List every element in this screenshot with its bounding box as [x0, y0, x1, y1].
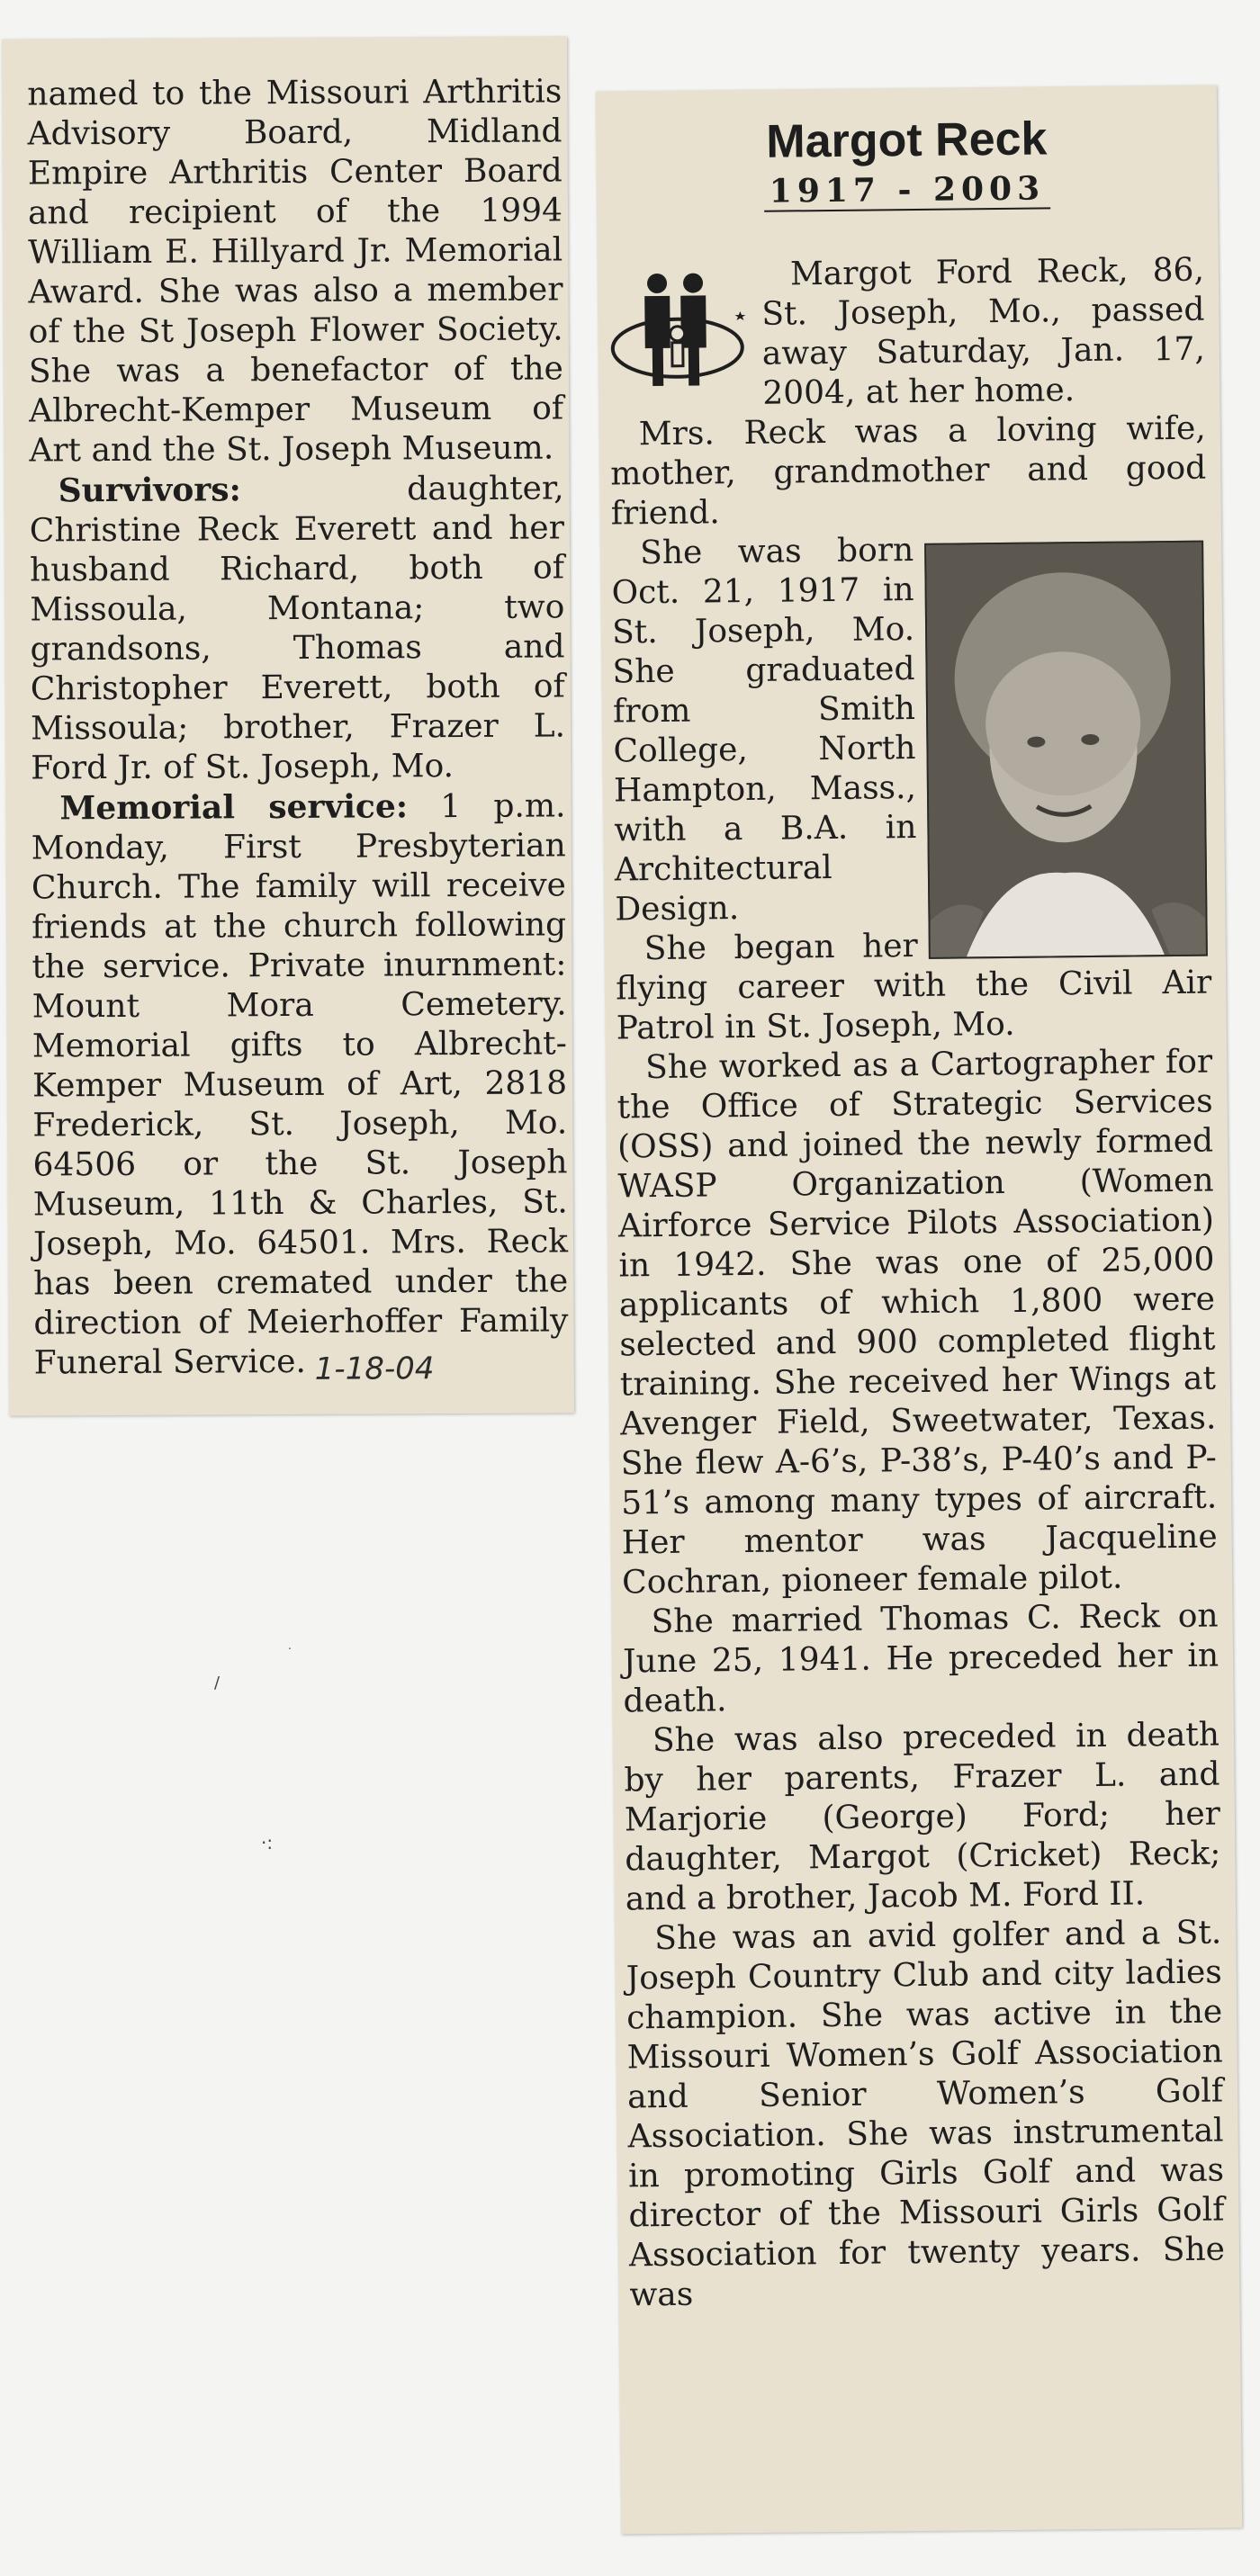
portrait-image	[926, 543, 1206, 957]
obituary-clipping-main	[596, 85, 1242, 2534]
survivors-paragraph	[30, 468, 566, 788]
right-paragraph-4: She began her flying career with the Civil Air Patrol in St. Joseph, Mo.	[616, 927, 1212, 1047]
right-paragraph-2: Mrs. Reck was a loving wife, mother, grandmother and good friend.	[610, 409, 1207, 533]
right-paragraph-7: She was also preceded in death by her parents, Frazer L. and Marjorie (George) Ford; her daughter, Margot (Cricket) Reck; and a brother, Jacob M. Ford II.	[624, 1716, 1221, 1918]
left-text-column	[27, 72, 569, 1383]
right-paragraph-8: She was an avid golfer and a St. Joseph Country Club and city ladies champion. She was active in the Missouri Women’s Golf Association and Senior Women’s Golf Association. She was instrumental in promoting Girls Golf and was director of the Missouri Girls Golf Association for twenty years. She was	[626, 1914, 1226, 2314]
handwritten-date: 1-18-04	[314, 1351, 435, 1387]
scan-speck: .	[288, 1639, 292, 1652]
family-emblem-icon	[601, 256, 754, 408]
right-paragraph-6: She married Thomas C. Reck on June 25, 1941. He preceded her in death.	[622, 1597, 1220, 1720]
left-paragraph-1: named to the Missouri Arthritis Advisory Board, Midland Empire Arthritis Center Board and recipient of the 1994 William E. Hillyard Jr. Memorial Award. She was also a member of the St Joseph Flower Society. She was a benefactor of the Albrecht-Kemper Museum of Art and the St. Joseph Museum.	[27, 73, 564, 470]
right-paragraph-3: She was born Oct. 21, 1917 in St. Joseph, Mo. She graduated from Smith College, North Hampton, Mass., with a B.A. in Architectural Design.	[611, 532, 917, 929]
obituary-clipping-continuation	[2, 36, 574, 1415]
scan-speck: ·:	[261, 1832, 274, 1853]
obituary-name: Margot Reck	[766, 112, 1048, 168]
obituary-dates: 1917 - 2003	[764, 169, 1051, 211]
right-paragraph-1: Margot Ford Reck, 86, St. Joseph, Mo., passed away Saturday, Jan. 17, 2004, at her home.	[761, 251, 1206, 412]
memorial-paragraph	[31, 785, 568, 1383]
memorial-label: Memorial service:	[59, 787, 409, 828]
right-paragraph-5: She worked as a Cartographer for the Office of Strategic Services (OSS) and joined the newly formed WASP Organization (Women Airforce Service Pilots Association) in 1942. She was one of 25,000 applicants of which 1,800 were selected and 900 completed flight training. She received her Wings at Avenger Field, Sweetwater, Texas. She flew A-6’s, P-38’s, P-40’s and P-51’s among many types of aircraft. Her mentor was Jacqueline Cochran, pioneer female pilot.	[616, 1043, 1218, 1602]
scan-speck: /	[214, 1674, 220, 1692]
right-text-column	[608, 251, 1226, 2316]
survivors-text: daughter, Christine Reck Everett and her husband Richard, both of Missoula, Montana; two grandsons, Thomas and Christopher Everett, both of Missoula; brother, Frazer L. Ford Jr. of St. Joseph, Mo.	[29, 470, 566, 787]
survivors-label: Survivors:	[58, 471, 241, 510]
memorial-text: 1 p.m. Monday, First Presbyterian Church. The family will receive friends at the church following the service. Private inurnment: Mount Mora Cemetery. Memorial gifts to Albrecht-Kemper Museum of Art, 2818 Frederick, St. Joseph, Mo. 64506 or the St. Joseph Museum, 11th & Charles, St. Joseph, Mo. 64501. Mrs. Reck has been cremated under the direction of Meierhoffer Family Funeral Service.	[31, 787, 569, 1382]
portrait-photo	[924, 541, 1208, 959]
